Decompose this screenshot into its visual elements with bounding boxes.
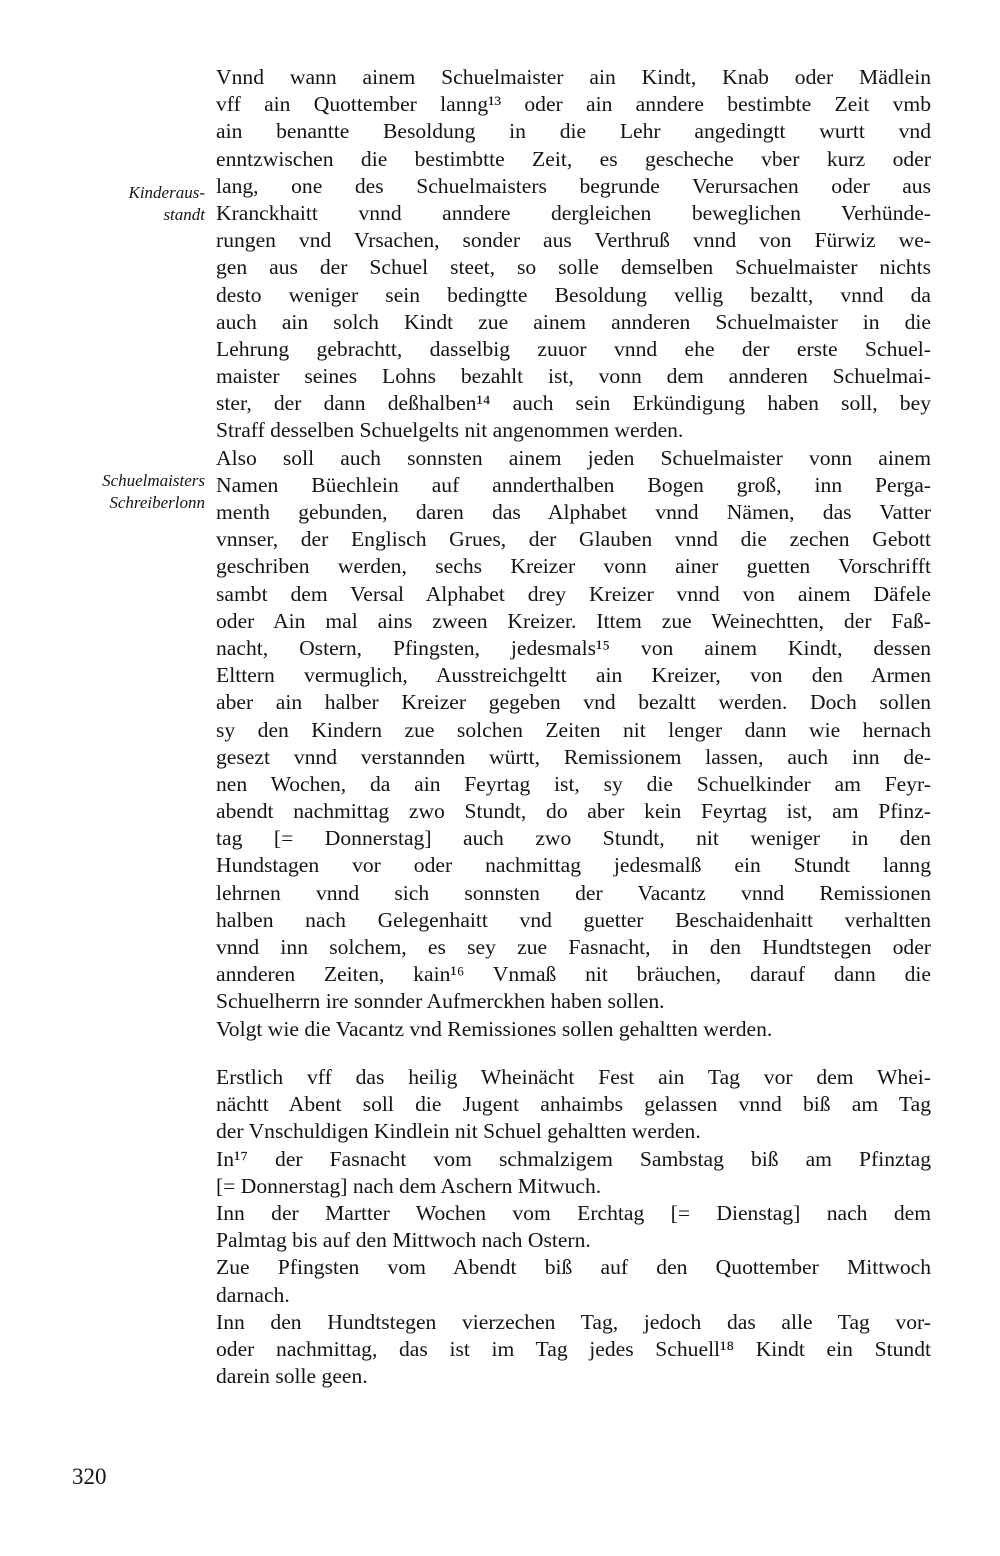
text-line: nächtt Abent soll die Jugent anhaimbs gelassen vnnd biß am Tag: [216, 1092, 931, 1117]
text-line: Kranckhaitt vnnd anndere dergleichen beweglichen Verhünde-: [216, 200, 931, 225]
text-line: abendt nachmittag zwo Stundt, do aber kein Feyrtag ist, am Pfinz-: [216, 799, 931, 824]
marginal-note-schreiberlonn: [40, 470, 205, 514]
text-line: auch ain solch Kindt zue ainem annderen Schuelmaister in die: [216, 309, 931, 334]
text-line: Lehrung gebrachtt, dasselbig zuuor vnnd ehe der erste Schuel-: [216, 336, 931, 361]
text-line: vnnser, der Englisch Grues, der Glauben vnnd die zechen Gebott: [216, 527, 931, 552]
text-line: vff ain Quottember lanng¹³ oder ain anndere bestimbte Zeit vmb: [216, 92, 931, 117]
text-line: maister seines Lohns bezahlt ist, vonn dem annderen Schuelmai-: [216, 364, 931, 389]
main-text-block: [216, 64, 931, 1043]
text-line: enntzwischen die bestimbtte Zeit, es gescheche vber kurz oder: [216, 146, 931, 171]
marginal-note-line: Schuelmaisters: [102, 471, 205, 490]
text-line: desto weniger sein bedingtte Besoldung vellig bezaltt, vnnd da: [216, 282, 931, 307]
text-line: menth gebunden, daren das Alphabet vnnd Nämen, das Vatter: [216, 500, 931, 524]
text-line: tag [= Donnerstag] auch zwo Stundt, nit weniger in den: [216, 826, 931, 851]
text-line: Vnnd wann ainem Schuelmaister ain Kindt, Knab oder Mädlein: [216, 65, 931, 89]
text-line: Inn den Hundtstegen vierzechen Tag, jedoch das alle Tag vor-: [216, 1309, 931, 1334]
text-line: Volgt wie die Vacantz vnd Remissiones sollen gehaltten werden.: [216, 1016, 773, 1041]
text-line: Palmtag bis auf den Mittwoch nach Ostern.: [216, 1228, 591, 1253]
text-line: oder nachmittag, das ist im Tag jedes Schuell¹⁸ Kindt ein Stundt: [216, 1336, 931, 1361]
text-line: aber ain halber Kreizer gegeben vnd bezaltt werden. Doch sollen: [216, 690, 931, 715]
text-line: Schuelherrn ire sonnder Aufmerckhen haben sollen.: [216, 989, 665, 1014]
text-line: In¹⁷ der Fasnacht vom schmalzigem Sambstag biß am Pfinztag: [216, 1146, 931, 1171]
text-line: sambt dem Versal Alphabet drey Kreizer vnnd von ainem Däfele: [216, 581, 931, 606]
text-line: [= Donnerstag] nach dem Aschern Mitwuch.: [216, 1173, 602, 1198]
text-line: gen aus der Schuel steet, so solle demselben Schuelmaister nichts: [216, 255, 931, 280]
text-line: lang, one des Schuelmaisters begrunde Verursachen oder aus: [216, 173, 931, 198]
marginal-note-line: Kinderaus-: [128, 183, 205, 202]
text-line: Erstlich vff das heilig Wheinächt Fest ain Tag vor dem Whei-: [216, 1065, 931, 1089]
text-line: ster, der dann deßhalben¹⁴ auch sein Erkündigung haben soll, bey: [216, 391, 931, 416]
marginal-note-line: Schreiberlonn: [109, 493, 205, 512]
marginal-note-line: standt: [163, 205, 205, 224]
text-line: lehrnen vnnd sich sonnsten der Vacantz vnnd Remissionen: [216, 880, 931, 905]
text-line: Namen Büechlein auf annderthalben Bogen groß, inn Perga-: [216, 472, 931, 497]
page-number: 320: [72, 1464, 107, 1489]
text-line: Inn der Martter Wochen vom Erchtag [= Dienstag] nach dem: [216, 1200, 931, 1225]
text-line: der Vnschuldigen Kindlein nit Schuel gehaltten werden.: [216, 1119, 701, 1144]
marginal-note-kinderausstandt: [40, 182, 205, 226]
text-line: nacht, Ostern, Pfingsten, jedesmals¹⁵ von ainem Kindt, dessen: [216, 635, 931, 660]
text-line: nen Wochen, da ain Feyrtag ist, sy die Schuelkinder am Feyr-: [216, 771, 931, 796]
text-line: annderen Zeiten, kain¹⁶ Vnmaß nit bräuchen, darauf dann die: [216, 962, 931, 987]
text-line: gesezt vnnd verstannden württ, Remissionem lassen, auch inn de-: [216, 744, 931, 769]
text-line: oder Ain mal ains zween Kreizer. Ittem zue Weinechtten, der Faß-: [216, 608, 931, 633]
text-line: vnnd inn solchem, es sey zue Fasnacht, in den Hundtstegen oder: [216, 935, 931, 959]
text-line: darein solle geen.: [216, 1364, 368, 1389]
text-line: geschriben werden, sechs Kreizer vonn ainer guetten Vorschrifft: [216, 554, 931, 579]
text-line: darnach.: [216, 1282, 290, 1307]
text-line: ain benantte Besoldung in die Lehr angedingtt wurtt vnd: [216, 119, 931, 144]
text-line: Hundstagen vor oder nachmittag jedesmalß ein Stundt lanng: [216, 853, 931, 878]
text-line: Zue Pfingsten vom Abendt biß auf den Quottember Mittwoch: [216, 1255, 931, 1280]
text-line: Also soll auch sonnsten ainem jeden Schuelmaister vonn ainem: [216, 445, 931, 470]
vacation-list-block: [216, 1064, 931, 1390]
text-line: Straff desselben Schuelgelts nit angenommen werden.: [216, 418, 684, 443]
text-line: Elttern vermuglich, Ausstreichgeltt ain Kreizer, von den Armen: [216, 663, 931, 688]
text-line: halben nach Gelegenhaitt vnd guetter Beschaidenhaitt verhaltten: [216, 907, 931, 932]
text-line: sy den Kindern zue solchen Zeiten nit lenger dann wie hernach: [216, 717, 931, 742]
text-line: rungen vnd Vrsachen, sonder aus Verthruß vnnd von Fürwiz we-: [216, 228, 931, 253]
